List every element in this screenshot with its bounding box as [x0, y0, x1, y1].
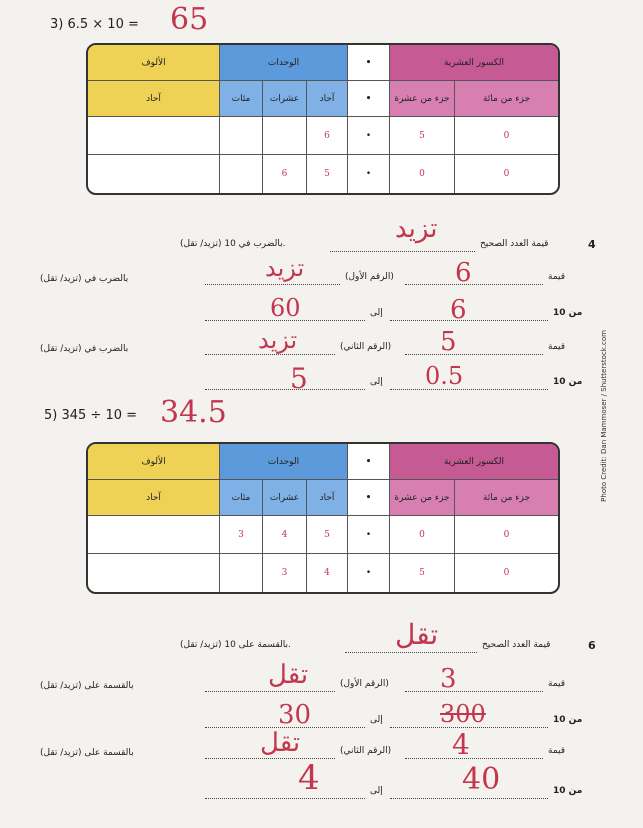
q6-answer: تقل: [395, 618, 439, 651]
q4-answer-line: [330, 251, 475, 252]
q6-l3-mid: (الرقم الثاني): [340, 746, 392, 756]
q6-l1-prefix: قيمة: [548, 679, 566, 689]
q6-l2-ans: 30: [278, 700, 312, 730]
q4-l2-mid: إلى: [370, 308, 383, 318]
sub-hundreds: مئات: [220, 480, 263, 516]
cell-tenth: 0: [390, 155, 455, 193]
q4-l4-prefix: 10 من: [553, 377, 583, 387]
q4-stem: قيمة العدد الصحيح: [480, 239, 549, 249]
q4-l1-prefix: قيمة: [548, 272, 566, 282]
header-dot: •: [348, 45, 390, 81]
header-units: الوحدات: [220, 444, 348, 480]
q5-label: 5) 345 ÷ 10 =: [44, 408, 138, 423]
q4-l3-ans-line: [205, 354, 335, 355]
q6-l3-end: (تزيد/ تقل) بالقسمة على: [40, 748, 134, 758]
q6-l4-mid: إلى: [370, 786, 383, 796]
header-dot: •: [348, 444, 390, 480]
cell-hundreds: 3: [220, 516, 263, 554]
q4-l3-end: (تزيد/ تقل) بالضرب في: [40, 344, 129, 354]
sub-hundredth: جزء من مائة: [455, 81, 558, 117]
cell-tens: 4: [263, 516, 307, 554]
q4-l1-ans: تزيد: [265, 254, 305, 282]
sub-ones-thousands: آحاد: [88, 480, 220, 516]
sub-ones: آحاد: [307, 480, 348, 516]
place-value-table-2: [86, 442, 560, 594]
cell-hundredth: 0: [503, 169, 510, 179]
q6-l2-prefix: 10 من: [553, 715, 583, 725]
cell-hundredth: 0: [455, 516, 558, 554]
q6-answer-line: [345, 652, 477, 653]
cell: [220, 155, 263, 193]
q6-l3-prefix: قيمة: [548, 746, 566, 756]
cell: [88, 155, 220, 193]
sub-dot: •: [348, 480, 390, 516]
cell-tenth: 5: [390, 554, 455, 592]
q6-stem-end: (تزيد/ تقل) بالقسمة على 10.: [180, 640, 291, 650]
place-value-table-1: [86, 43, 560, 195]
cell-tens: 3: [263, 554, 307, 592]
q6-l4-ans: 4: [298, 758, 320, 798]
q4-l4-val: 0.5: [425, 362, 464, 390]
cell: [263, 117, 307, 155]
cell-tenth: 5: [390, 117, 455, 155]
photo-credit: Photo Credit: Dan Mammoser / Shutterstock.com: [600, 330, 608, 502]
q4-l1-end: (تزيد/ تقل) بالضرب في: [40, 274, 129, 284]
q4-stem-end: (تزيد/ تقل) بالضرب في 10.: [180, 239, 286, 249]
q4-l4-ans: 5: [290, 362, 308, 395]
q6-l4-line: [390, 798, 548, 799]
sub-dot: •: [348, 81, 390, 117]
q6-l2-val: 300: [440, 700, 486, 728]
q6-l4-prefix: 10 من: [553, 786, 583, 796]
q4-l4-mid: إلى: [370, 377, 383, 387]
q4-l1-ans-line: [205, 284, 340, 285]
cell-tens: 6: [263, 155, 307, 193]
cell-hundredth: 0: [503, 568, 510, 578]
q6-number: 6: [588, 639, 596, 652]
cell-ones: 6: [307, 117, 348, 155]
cell-hundredth: 0: [455, 117, 558, 155]
sub-ones: آحاد: [307, 81, 348, 117]
q4-l2-val: 6: [450, 295, 467, 325]
q6-l1-end: (تزيد/ تقل) بالقسمة على: [40, 681, 134, 691]
q4-l3-ans: تزيد: [258, 326, 298, 354]
q6-l1-mid: (الرقم الأول): [340, 679, 389, 689]
q6-l4-ans-line: [205, 798, 365, 799]
header-decimal-fractions: الكسور العشرية: [390, 45, 558, 81]
cell-tenth: 0: [390, 516, 455, 554]
q4-l4-line: [390, 389, 548, 390]
cell: [88, 117, 220, 155]
q4-l4-ans-line: [205, 389, 365, 390]
q4-l1-mid: (الرقم الأول): [345, 272, 394, 282]
q4-answer: تزيد: [395, 214, 438, 244]
cell-ones: 5: [307, 516, 348, 554]
q6-l1-val: 3: [440, 664, 457, 694]
header-thousands: الألوف: [88, 444, 220, 480]
q5-answer: 34.5: [160, 395, 227, 430]
q3-answer: 65: [170, 2, 209, 37]
cell: [220, 117, 263, 155]
sub-tenth: جزء من عشرة: [390, 81, 455, 117]
header-decimal-fractions: الكسور العشرية: [390, 444, 558, 480]
sub-tenth: جزء من عشرة: [390, 480, 455, 516]
cell: [220, 554, 263, 592]
q6-l1-line: [405, 691, 543, 692]
sub-tens: عشرات: [263, 480, 307, 516]
q4-l3-mid: (الرقم الثاني): [340, 342, 392, 352]
cell: [88, 554, 220, 592]
q6-stem: قيمة العدد الصحيح: [482, 640, 551, 650]
q6-l1-ans-line: [205, 691, 335, 692]
q4-l3-prefix: قيمة: [548, 342, 566, 352]
cell: [88, 516, 220, 554]
q4-l2-prefix: 10 من: [553, 308, 583, 318]
q6-l3-line: [405, 758, 543, 759]
q6-l4-val: 40: [462, 762, 501, 797]
q4-l1-line: [405, 284, 543, 285]
q4-number: 4: [588, 238, 596, 251]
q6-l3-val: 4: [452, 728, 470, 761]
header-thousands: الألوف: [88, 45, 220, 81]
cell-ones: 5: [307, 155, 348, 193]
sub-tens: عشرات: [263, 81, 307, 117]
q6-l2-mid: إلى: [370, 715, 383, 725]
q6-l1-ans: تقل: [268, 660, 309, 690]
header-units: الوحدات: [220, 45, 348, 81]
cell-dot: •: [348, 554, 390, 592]
sub-hundreds: مئات: [220, 81, 263, 117]
q6-l3-ans: تقل: [260, 728, 301, 758]
cell-dot: •: [348, 516, 390, 554]
cell-dot: •: [348, 117, 390, 155]
q4-l3-line: [405, 354, 543, 355]
q4-l2-line: [390, 320, 548, 321]
q4-l2-ans: 60: [270, 294, 301, 322]
cell-ones: 4: [307, 554, 348, 592]
cell-dot: •: [348, 155, 390, 193]
sub-ones-thousands: آحاد: [88, 81, 220, 117]
sub-hundredth: جزء من مائة: [455, 480, 558, 516]
q4-l3-val: 5: [440, 327, 457, 357]
q4-l1-val: 6: [455, 258, 472, 288]
q3-label: 3) 6.5 × 10 =: [50, 17, 139, 32]
